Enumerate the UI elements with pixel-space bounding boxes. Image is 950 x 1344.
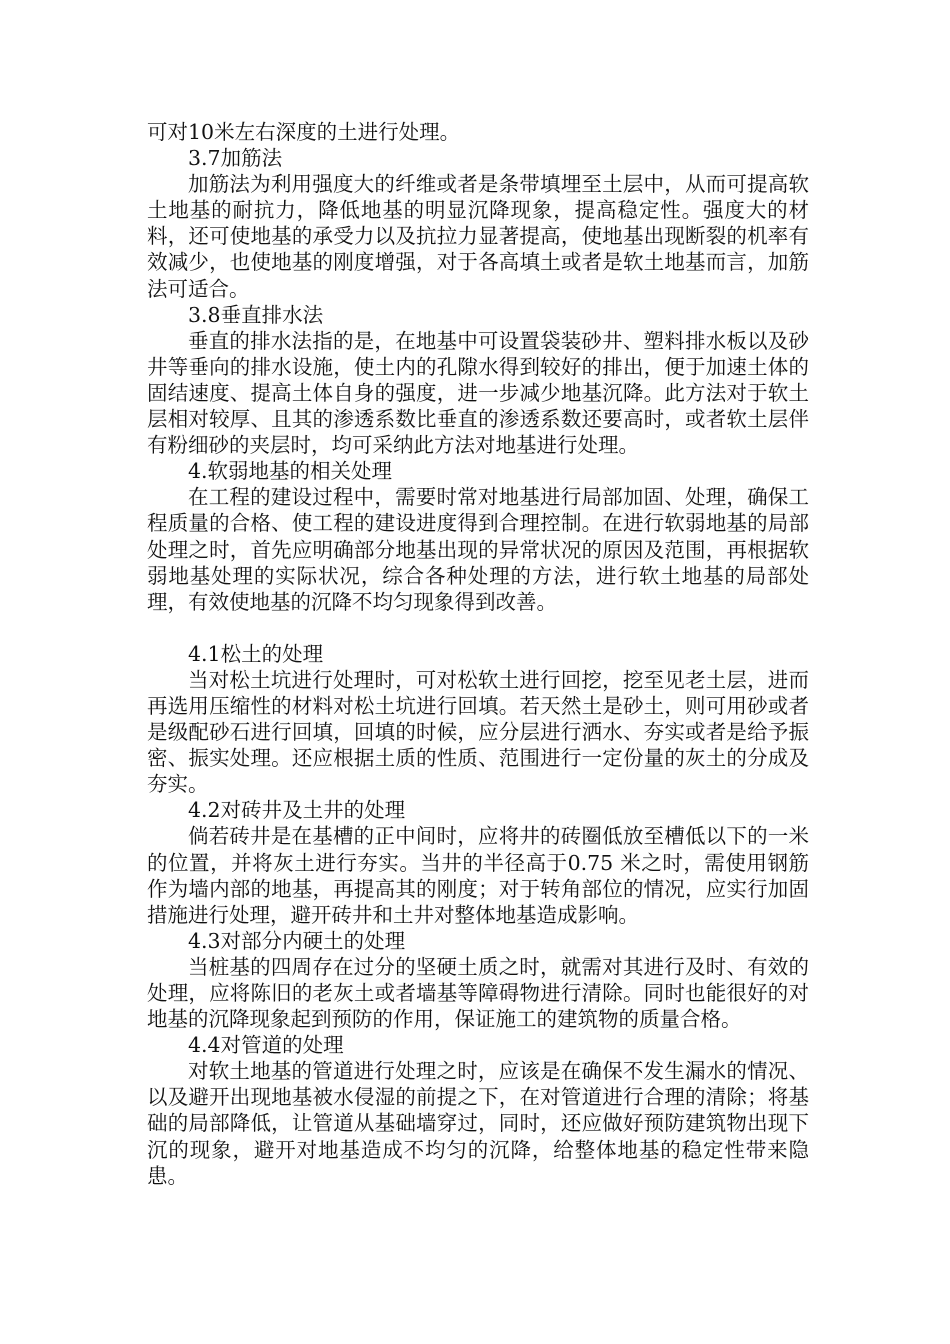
paragraph-reinforcement-method: 加筋法为利用强度大的纤维或者是条带填埋至土层中，从而可提高软土地基的耐抗力，降低地基的明显沉降现象，提高稳定性。强度大的材料，还可使地基的承受力以及抗拉力显著提高，使地基出现断裂的机率有效减少，也使地基的刚度增强，对于各高填土或者是软土地基而言，加筋法可适合。 xyxy=(147,172,809,301)
section-heading-4-3: 4.3对部分内硬土的处理 xyxy=(188,928,406,953)
section-heading-4-2: 4.2对砖井及土井的处理 xyxy=(188,798,406,823)
section-heading-4: 4.软弱地基的相关处理 xyxy=(188,459,393,484)
section-heading-4-4: 4.4对管道的处理 xyxy=(188,1033,344,1058)
document-body xyxy=(147,119,809,1189)
paragraph-vertical-drainage: 垂直的排水法指的是，在地基中可设置袋装砂井、塑料排水板以及砂井等垂向的排水设施，使土内的孔隙水得到较好的排出，便于加速土体的固结速度、提高土体自身的强度，进一步减少地基沉降。此方法对于软土层相对较厚、且其的渗透系数比垂直的渗透系数还要高时，或者软土层伴有粉细砂的夹层时，均可采纳此方法对地基进行处理。 xyxy=(147,328,809,458)
section-heading-3-7: 3.7加筋法 xyxy=(188,146,283,171)
paragraph-continuation: 可对10米左右深度的土进行处理。 xyxy=(147,120,461,144)
paragraph-loose-soil: 当对松土坑进行处理时，可对松软土进行回挖，挖至见老土层，进而再选用压缩性的材料对松土坑进行回填。若天然土是砂土，则可用砂或者是级配砂石进行回填，回填的时候，应分层进行洒水、夯实或者是给予振密、振实处理。还应根据土质的性质、范围进行一定份量的灰土的分成及夯实。 xyxy=(147,667,809,797)
paragraph-wells: 倘若砖井是在基槽的正中间时，应将井的砖圈低放至槽低以下的一米的位置，并将灰土进行夯实。当井的半径高于0.75 米之时，需使用钢筋作为墙内部的地基，再提高其的刚度；对于转角部位的情况，应实行加固措施进行处理，避开砖井和土井对整体地基造成影响。 xyxy=(147,824,809,927)
paragraph-soft-foundation: 在工程的建设过程中，需要时常对地基进行局部加固、处理，确保工程质量的合格、使工程的建设进度得到合理控制。在进行软弱地基的局部处理之时，首先应明确部分地基出现的异常状况的原因及范围，再根据软弱地基处理的实际状况，综合各种处理的方法，进行软土地基的局部处理，有效使地基的沉降不均匀现象得到改善。 xyxy=(147,485,809,614)
section-heading-4-1: 4.1松土的处理 xyxy=(188,641,324,666)
paragraph-hard-soil: 当桩基的四周存在过分的坚硬土质之时，就需对其进行及时、有效的处理，应将陈旧的老灰土或者墙基等障碍物进行清除。同时也能很好的对地基的沉降现象起到预防的作用，保证施工的建筑物的质量合格。 xyxy=(147,954,809,1032)
paragraph-pipelines: 对软土地基的管道进行处理之时，应该是在确保不发生漏水的情况、以及避开出现地基被水侵湿的前提之下，在对管道进行合理的清除；将基础的局部降低，让管道从基础墙穿过，同时，还应做好预防建筑物出现下沉的现象，避开对地基造成不均匀的沉降，给整体地基的稳定性带来隐患。 xyxy=(147,1059,809,1188)
section-heading-3-8: 3.8垂直排水法 xyxy=(188,302,324,327)
